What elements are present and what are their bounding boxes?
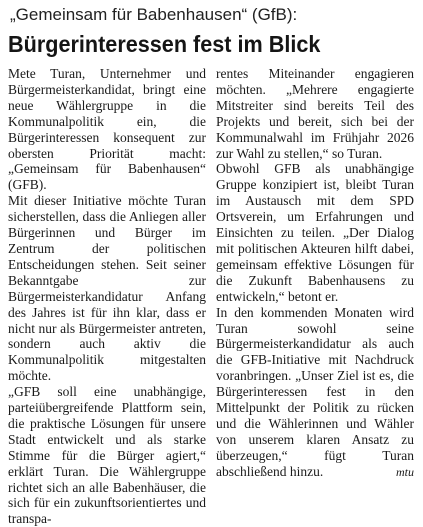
article-body <box>8 66 415 527</box>
paragraph: rentes Miteinander engagieren möchten. „Mehrere engagierte Mitstreiter sind bereits Teil des Projekts und bereit, sich bei der Kommunalwahl im Frühjahr 2026 zur Wahl zu stellen,“ so Turan. <box>216 66 414 161</box>
article-headline: Bürgerinteressen fest im Blick <box>8 31 321 57</box>
paragraph: „GFB soll eine unabhängige, parteiübergreifende Plattform sein, die praktische Lösungen für unsere Stadt entwickelt und als starke Stimme für die Bürger agiert,“ erklärt Turan. Die Wählergruppe richtet sich an alle Babenhäuser, die sich für ein zukunftsorientiertes und transpa- <box>8 384 206 527</box>
column-right <box>216 66 414 527</box>
paragraph: In den kommenden Monaten wird Turan sowohl seine Bürgermeisterkandidatur als auch die GFB-Initiative mit Nachdruck voranbringen. „Unser Ziel ist es, die Bürgerinteressen fest in den Mittelpunkt der Politik zu rücken und die Wählerinnen und Wähler von unserem klaren Ansatz zu überzeugen,“ fügt Turan abschließend hinzu. <box>216 304 414 479</box>
paragraph: Mete Turan, Unternehmer und Bürgermeisterkandidat, bringt eine neue Wählergruppe in die Kommunalpolitik ein, die Bürgerinteressen konsequent zur obersten Priorität macht: „Gemeinsam für Babenhausen“ (GFB). <box>8 66 206 193</box>
author-signature: mtu <box>396 464 414 479</box>
paragraph: Mit dieser Initiative möchte Turan sicherstellen, dass die Anliegen aller Bürgerinnen und Bürger im Zentrum der politischen Entscheidungen stehen. Seit seiner Bekanntgabe zur Bürgermeisterkandidatur Anfang des Jahres ist für ihn klar, dass er nicht nur als Bürgermeister antreten, sondern auch aktiv die Kommunalpolitik mitgestalten möchte. <box>8 193 206 384</box>
article-kicker: „Gemeinsam für Babenhausen“ (GfB): <box>10 5 298 24</box>
column-left <box>8 66 206 527</box>
paragraph: Obwohl GFB als unabhängige Gruppe konzipiert ist, bleibt Turan im Austausch mit dem SPD Ortsverein, um Erfahrungen und Einsichten zu teilen. „Der Dialog mit politischen Akteuren hilft dabei, gemeinsam effektive Lösungen für die Zukunft Babenhausens zu entwickeln,“ betont er. <box>216 161 414 304</box>
